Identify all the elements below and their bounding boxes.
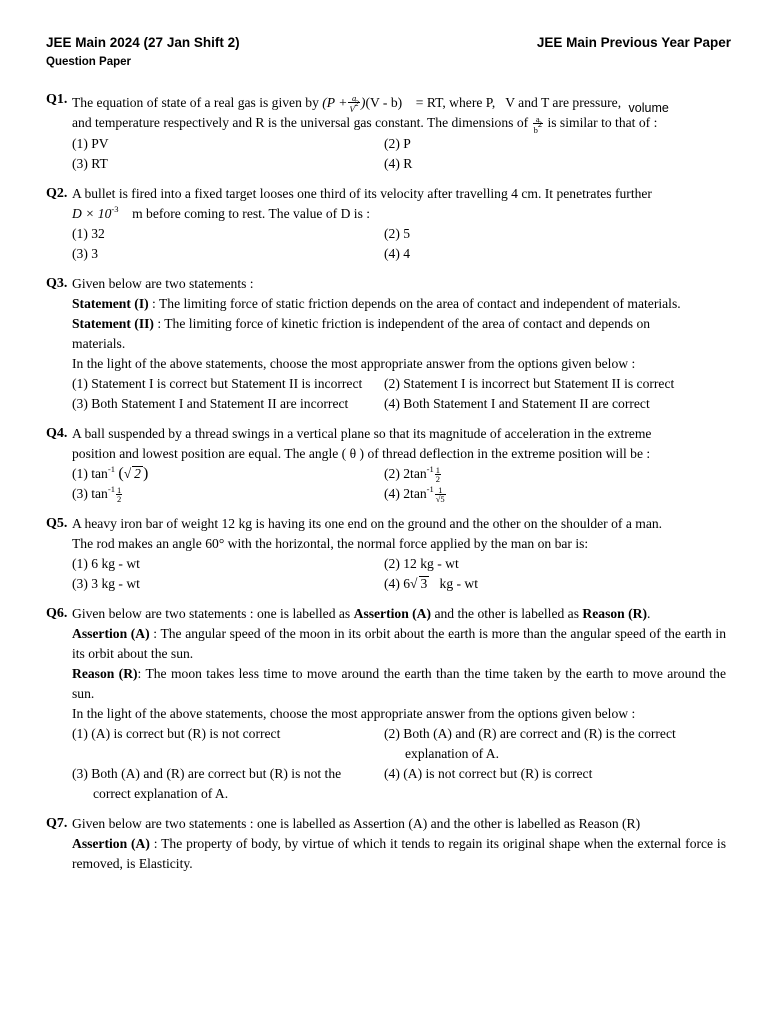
question-text: A ball suspended by a thread swings in a vertical plane so that its magnitude of acceleration in the extreme bbox=[72, 425, 652, 441]
statement-1: Statement (I) : The limiting force of static friction depends on the area of contact and independent of materials. bbox=[72, 295, 681, 311]
statement-2-cont: materials. bbox=[72, 335, 126, 351]
option[interactable]: (1) 32 bbox=[72, 225, 105, 241]
question-text: Given below are two statements : one is labelled as Assertion (A) and the other is labelled as Reason (R). bbox=[72, 605, 651, 621]
option[interactable]: (1) $\tan^{-1}$ (√ 2 ) bbox=[72, 463, 149, 482]
paper-subtitle: Question Paper bbox=[46, 56, 131, 68]
question-number: Q7. bbox=[46, 815, 68, 831]
question-text: $D \times 10^{-3}$ m before coming to rest. The value of D is : bbox=[72, 203, 371, 221]
question-text: and temperature respectively and R is the universal gas constant. The dimensions of $\frac{a}{b^2}$ is similar to that of : bbox=[72, 113, 658, 135]
option[interactable]: (3) Both Statement I and Statement II are incorrect bbox=[72, 395, 349, 411]
options bbox=[72, 134, 726, 174]
question-number: Q6. bbox=[46, 605, 68, 621]
assertion: Assertion (A) : The angular speed of the moon in its orbit about the earth is more than the angular speed of the earth in its orbit about the sun. bbox=[72, 625, 726, 661]
option[interactable]: (2) P bbox=[384, 135, 411, 151]
question-6 bbox=[46, 604, 726, 804]
option[interactable]: (4) R bbox=[384, 155, 413, 171]
options bbox=[72, 554, 726, 594]
reason: Reason (R): The moon takes less time to move around the earth than the time taken by the earth to move around the sun. bbox=[72, 665, 726, 701]
option[interactable]: (3) Both (A) and (R) are correct but (R) is not the correct explanation of A. bbox=[72, 765, 342, 801]
option[interactable]: (3) RT bbox=[72, 155, 108, 171]
question-number: Q2. bbox=[46, 185, 68, 201]
assertion: Assertion (A) : The property of body, by virtue of which it tends to regain its original shape when the external force is removed, is Elasticity. bbox=[72, 835, 726, 871]
options bbox=[72, 724, 726, 804]
question-7 bbox=[46, 814, 726, 874]
question-text: Given below are two statements : bbox=[72, 275, 254, 291]
question-4 bbox=[46, 424, 726, 504]
fraction-a-over-b2: $\frac{a}{b^2}$ bbox=[533, 113, 543, 135]
question-text: The rod makes an angle 60° with the horizontal, the normal force applied by the man on bar is: bbox=[72, 535, 589, 551]
statement-2: Statement (II) : The limiting force of kinetic friction is independent of the area of contact and depends on bbox=[72, 315, 651, 331]
option[interactable]: (1) (A) is correct but (R) is not correct bbox=[72, 725, 281, 741]
question-number: Q1. bbox=[46, 92, 68, 107]
option[interactable]: (1) Statement I is correct but Statement II is incorrect bbox=[72, 375, 363, 391]
question-5 bbox=[46, 514, 726, 594]
question-number: Q3. bbox=[46, 275, 68, 291]
question-text: A bullet is fired into a fixed target looses one third of its velocity after travelling 4 cm. It penetrates further bbox=[72, 185, 652, 201]
question-1 bbox=[46, 93, 726, 174]
options bbox=[72, 374, 726, 414]
question-2 bbox=[46, 184, 726, 264]
question-number: Q4. bbox=[46, 425, 68, 441]
instruction: In the light of the above statements, choose the most appropriate answer from the options given below : bbox=[72, 355, 636, 371]
question-text: The equation of state of a real gas is given by (P + $\frac{a}{V^2}$ )(V - b) = RT, where P, V and T are pressure, volume bbox=[72, 93, 669, 115]
options bbox=[72, 224, 726, 264]
question-text: position and lowest position are equal. The angle ( θ ) of thread deflection in the extreme position will be : bbox=[72, 445, 651, 461]
question-3 bbox=[46, 274, 726, 414]
option[interactable]: (2) Both (A) and (R) are correct and (R) is the correct explanation of A. bbox=[384, 725, 676, 761]
option[interactable]: (4) (A) is not correct but (R) is correct bbox=[384, 765, 593, 781]
formula: (P + $\frac{a}{V^2}$ ) bbox=[322, 93, 366, 115]
option[interactable]: (1) PV bbox=[72, 135, 109, 151]
question-text: A heavy iron bar of weight 12 kg is having its one end on the ground and the other on the shoulder of a man. bbox=[72, 515, 663, 531]
paper-series: JEE Main Previous Year Paper bbox=[536, 35, 731, 50]
question-text: Given below are two statements : one is labelled as Assertion (A) and the other is labelled as Reason (R) bbox=[72, 815, 641, 831]
option[interactable]: (2) 12 kg - wt bbox=[384, 555, 459, 571]
instruction: In the light of the above statements, choose the most appropriate answer from the options given below : bbox=[72, 705, 636, 721]
question-list bbox=[46, 93, 726, 884]
option[interactable]: (2) Statement I is incorrect but Statement II is correct bbox=[384, 375, 675, 391]
option[interactable]: (4) 6√ 3 kg - wt bbox=[384, 575, 479, 591]
option[interactable]: (2) 5 bbox=[384, 225, 411, 241]
option[interactable]: (3) $\tan^{-1}$ $\frac{1}{2}$ bbox=[72, 483, 122, 505]
paper-title: JEE Main 2024 (27 Jan Shift 2) bbox=[46, 35, 240, 50]
option[interactable]: (1) 6 kg - wt bbox=[72, 555, 140, 571]
option[interactable]: (2) $2\tan^{-1}$ $\frac{1}{2}$ bbox=[384, 463, 440, 485]
options bbox=[72, 464, 726, 504]
option[interactable]: (3) 3 kg - wt bbox=[72, 575, 140, 591]
question-number: Q5. bbox=[46, 515, 68, 531]
option[interactable]: (4) $2\tan^{-1}$ $\frac{1}{√5}$ bbox=[384, 483, 445, 505]
option[interactable]: (3) 3 bbox=[72, 245, 99, 261]
option[interactable]: (4) Both Statement I and Statement II are correct bbox=[384, 395, 650, 411]
option[interactable]: (4) 4 bbox=[384, 245, 411, 261]
